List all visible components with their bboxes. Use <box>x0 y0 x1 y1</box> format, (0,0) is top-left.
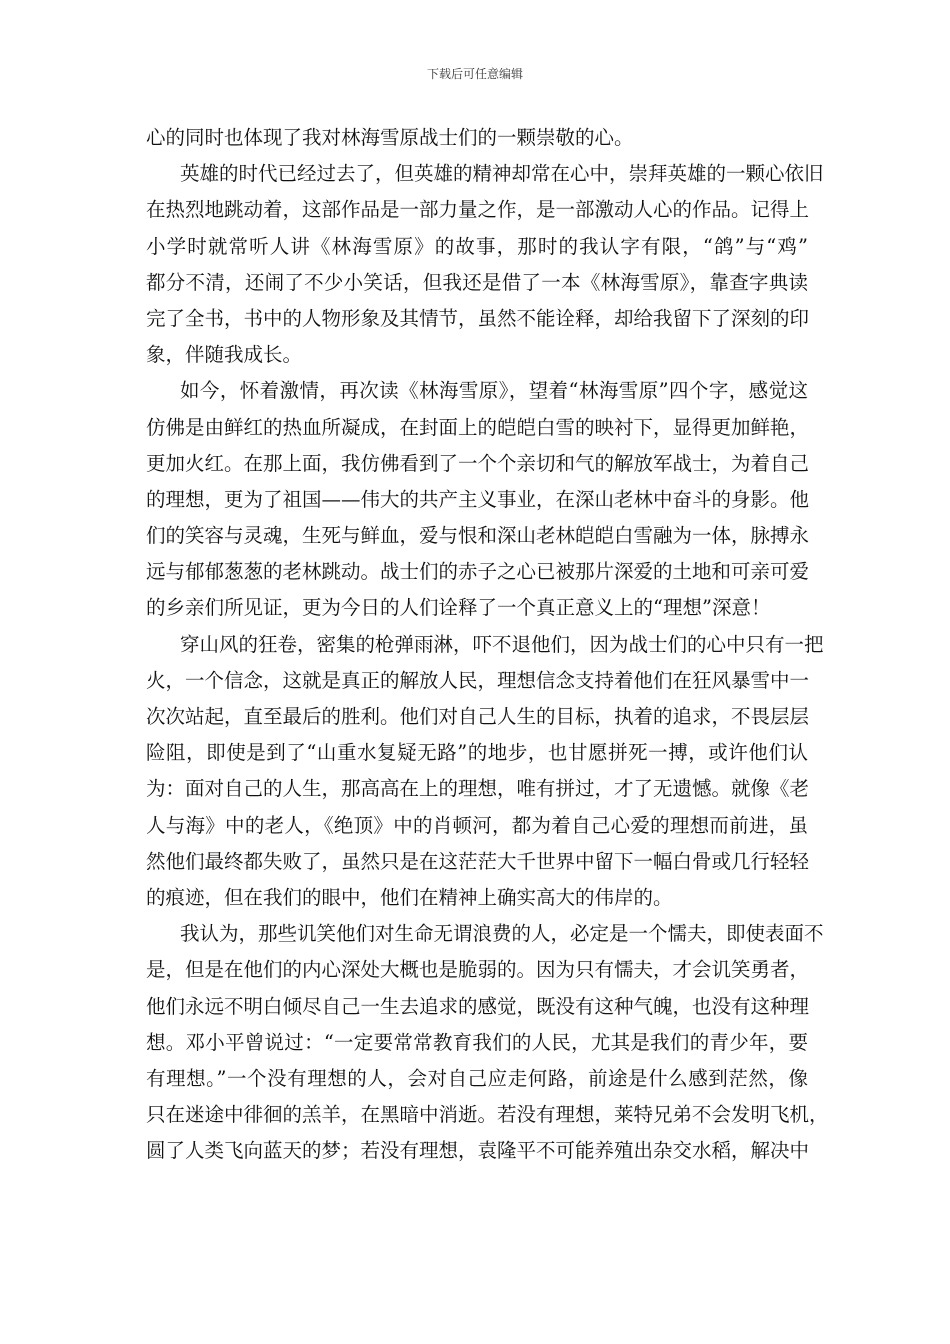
text-line: 次次站起，直至最后的胜利。他们对自己人生的目标，执着的追求，不畏层层 <box>146 705 810 728</box>
text-line: 小学时就常听人讲《林海雪原》的故事，那时的我认字有限，“鸽”与“鸡” <box>146 234 808 258</box>
text-line: 我认为，那些讥笑他们对生命无谓浪费的人，必定是一个懦夫，即使表面不 <box>180 922 824 946</box>
text-line: 圆了人类飞向蓝天的梦；若没有理想，袁隆平不可能养殖出杂交水稻，解决中 <box>146 1139 810 1163</box>
text-line: 是，但是在他们的内心深处大概也是脆弱的。因为只有懦夫，才会讥笑勇者， <box>146 958 810 982</box>
text-line: 都分不清，还闹了不少小笑话，但我还是借了一本《林海雪原》，靠查字典读 <box>146 270 808 294</box>
text-line: 仿佛是由鲜红的热血所凝成，在封面上的皑皑白雪的映衬下，显得更加鲜艳， <box>146 415 810 439</box>
text-line: 英雄的时代已经过去了，但英雄的精神却常在心中，崇拜英雄的一颗心依旧 <box>180 162 824 186</box>
text-line: 险阻，即使是到了“山重水复疑无路”的地步，也甘愿拼死一搏，或许他们认 <box>146 741 808 765</box>
text-line: 有理想。”一个没有理想的人，会对自己应走何路，前途是什么感到茫然，像 <box>146 1066 808 1090</box>
text-line: 为：面对自己的人生，那高高在上的理想，唯有拼过，才了无遗憾。就像《老 <box>146 777 810 801</box>
text-line: 的痕迹，但在我们的眼中，他们在精神上确实高大的伟岸的。 <box>146 885 673 909</box>
text-line: 的乡亲们所见证，更为今日的人们诠释了一个真正意义上的“理想”深意！ <box>146 596 771 620</box>
document-body <box>146 120 829 1169</box>
text-line: 他们永远不明白倾尽自己一生去追求的感觉，既没有这种气魄，也没有这种理 <box>146 994 810 1018</box>
text-line: 穿山风的狂卷，密集的枪弹雨淋，吓不退他们，因为战士们的心中只有一把 <box>180 632 824 656</box>
text-line: 象，伴随我成长。 <box>146 343 303 367</box>
text-line: 只在迷途中徘徊的羔羊，在黑暗中消逝。若没有理想，莱特兄弟不会发明飞机， <box>146 1103 829 1127</box>
page-header: 下载后可任意编辑 <box>426 67 523 81</box>
text-line: 们的笑容与灵魂，生死与鲜血，爱与恨和深山老林皑皑白雪融为一体，脉搏永 <box>146 524 810 548</box>
text-line: 更加火红。在那上面，我仿佛看到了一个个亲切和气的解放军战士，为着自己 <box>146 451 810 475</box>
text-line: 心的同时也体现了我对林海雪原战士们的一颗崇敬的心。 <box>146 126 634 149</box>
text-line: 在热烈地跳动着，这部作品是一部力量之作，是一部激动人心的作品。记得上 <box>146 198 810 222</box>
text-line: 的理想，更为了祖国——伟大的共产主义事业，在深山老林中奋斗的身影。他 <box>146 487 810 511</box>
text-line: 人与海》中的老人，《绝顶》中的肖顿河，都为着自己心爱的理想而前进，虽 <box>146 813 808 837</box>
text-line: 远与郁郁葱葱的老林跳动。战士们的赤子之心已被那片深爱的土地和可亲可爱 <box>146 560 810 584</box>
text-line: 火，一个信念，这就是真正的解放人民，理想信念支持着他们在狂风暴雪中一 <box>146 668 810 692</box>
text-line: 想。邓小平曾说过：“一定要常常教育我们的人民，尤其是我们的青少年，要 <box>146 1030 808 1054</box>
text-line: 如今，怀着激情，再次读《林海雪原》，望着“林海雪原”四个字，感觉这 <box>180 379 808 403</box>
text-line: 完了全书，书中的人物形象及其情节，虽然不能诠释，却给我留下了深刻的印 <box>146 306 810 330</box>
text-line: 然他们最终都失败了，虽然只是在这茫茫大千世界中留下一幅白骨或几行轻轻 <box>146 849 810 873</box>
